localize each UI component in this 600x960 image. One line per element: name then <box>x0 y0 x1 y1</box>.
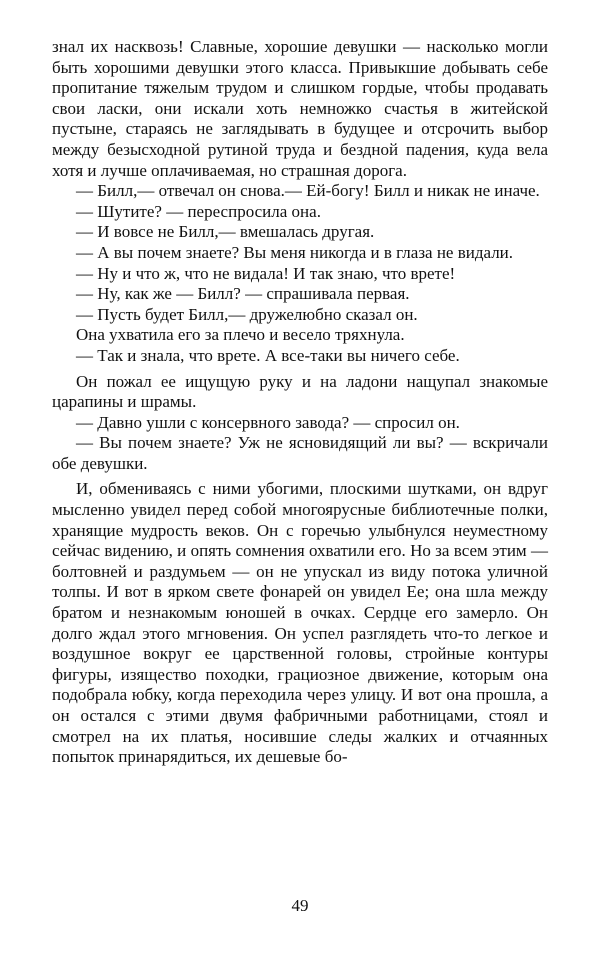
narrative-paragraph: Он пожал ее ищущую руку и на ладони нащупал знакомые царапины и шрамы. <box>52 371 548 412</box>
dialogue-line: — Вы почем знаете? Уж не ясновидящий ли вы? — вскричали обе девушки. <box>52 433 548 473</box>
dialogue-line: — Шутите? — переспросила она. <box>76 201 321 221</box>
narrative-paragraph: И, обмениваясь с ними убогими, плоскими шутками, он вдруг мысленно увидел перед собой многоярусные библиотечные полки, хранящие мудрость веков. Он с горечью улыбнулся неуместному сейчас видению, и опять сомнения охватили его. Но за всем этим — болтовней и раздумьем — он не упускал из виду потока уличной толпы. И вот в ярком свете фонарей он увидел Ее; она шла между братом и незнакомым юношей в очках. Сердце его замерло. Он долго ждал этого мгновения. Он успел разглядеть что-то легкое и воздушное вокруг ее царственной головы, стройные контуры фигуры, изящество походки, грациозное движение, которым она подобрала юбку, когда переходила через улицу. И вот она прошла, а он остался с этими двумя фабричными работницами, стоял и смотрел на их платья, носившие следы жалких и отчаянных попыток принарядиться, их дешевые бо- <box>52 479 548 767</box>
dialogue-line: — Билл,— отвечал он снова.— Ей-богу! Билл и никак не иначе. <box>76 181 540 201</box>
paragraph-continuation: знал их насквозь! Славные, хорошие девушки — насколько могли быть хорошими девушки этого класса. Привыкшие добывать себе пропитание тяжелым трудом и слишком гордые, чтобы продавать свои ласки, они искали хоть немножко счастья в житейской пустыне, стараясь не заглядывать в будущее и отсрочить выбор между безысходной рутиной труда и бездной падения, куда вела хотя и лучше оплачиваемая, но страшная дорога. <box>52 37 548 180</box>
dialogue-line: — И вовсе не Билл,— вмешалась другая. <box>76 222 375 242</box>
dialogue-line: — Пусть будет Билл,— дружелюбно сказал он. <box>76 304 418 324</box>
page-text <box>52 37 548 768</box>
page-number: 49 <box>291 896 309 915</box>
dialogue-line: — Давно ушли с консервного завода? — спросил он. <box>76 412 460 432</box>
dialogue-line: — Ну, как же — Билл? — спрашивала первая. <box>76 284 410 304</box>
narrative-line: Она ухватила его за плечо и весело тряхнула. <box>76 325 405 345</box>
dialogue-line: — А вы почем знаете? Вы меня никогда и в глаза не видали. <box>76 242 514 262</box>
dialogue-line: — Ну и что ж, что не видала! И так знаю, что врете! <box>76 263 456 283</box>
dialogue-line: — Так и знала, что врете. А все-таки вы ничего себе. <box>76 345 460 365</box>
